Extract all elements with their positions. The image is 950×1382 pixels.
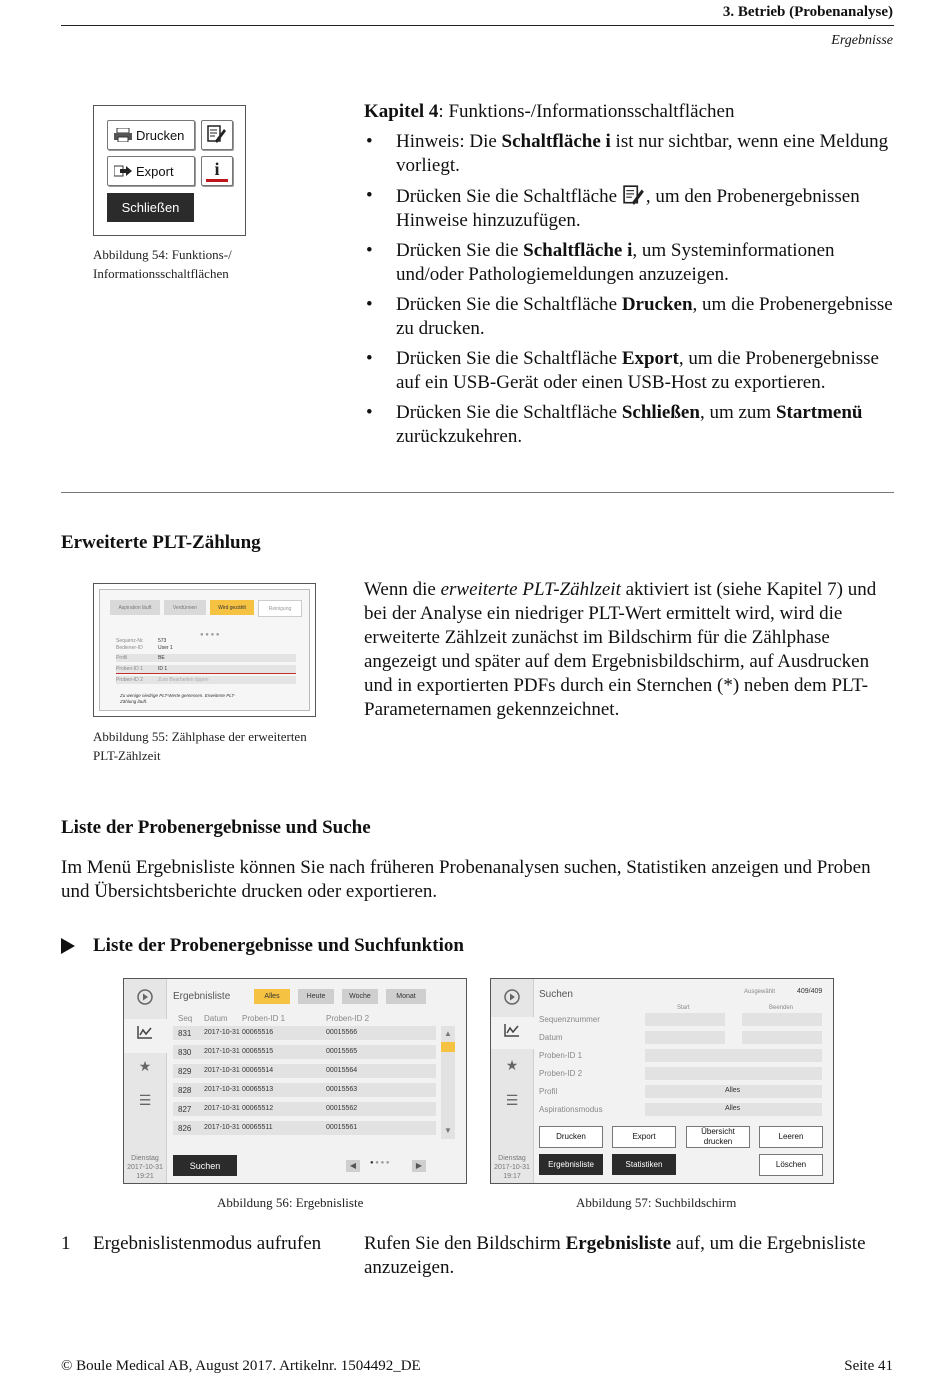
kapitel-4-bullet — [364, 401, 899, 449]
step-number: 1 — [61, 1233, 71, 1254]
search-start-input[interactable] — [645, 1031, 725, 1044]
figure-54-caption-line: Informationsschaltflächen — [93, 266, 229, 281]
selected-value: 409/409 — [797, 988, 823, 995]
table-row[interactable] — [173, 1064, 436, 1078]
kapitel-4-bullet — [364, 347, 899, 395]
search-start-input[interactable] — [645, 1013, 725, 1026]
table-cell: 00015563 — [326, 1086, 358, 1093]
table-cell: 2017-10-31 — [204, 1029, 240, 1036]
info-alert-underline — [206, 179, 228, 182]
bullet-text: Export — [621, 348, 679, 369]
selected-label: Ausgewählt — [744, 989, 776, 995]
table-cell: 00065514 — [242, 1067, 274, 1074]
scrollbar[interactable] — [441, 1026, 455, 1139]
table-cell: 827 — [178, 1105, 192, 1114]
tab-all[interactable]: Alles — [254, 989, 290, 1004]
page-dots-icon: ● ● ● ● — [370, 1160, 390, 1166]
search-field-label: Proben-ID 2 — [539, 1069, 583, 1078]
prev-page-icon[interactable]: ◀ — [346, 1160, 360, 1172]
col-id2: Proben-ID 2 — [326, 1014, 370, 1023]
chart-icon[interactable] — [503, 1023, 521, 1041]
table-cell: 2017-10-31 — [204, 1048, 240, 1055]
tab-week[interactable]: Woche — [342, 989, 378, 1004]
liste-paragraph: Im Menü Ergebnisliste können Sie nach früheren Probenanalysen suchen, Statistiken anzeigen und Proben und Übersichtsberichte drucken oder exportieren. — [61, 857, 871, 902]
running-header-subsection: Ergebnisse — [831, 33, 893, 48]
table-cell: 2017-10-31 — [204, 1086, 240, 1093]
bullet-text: Drücken Sie die Schaltfläche — [396, 294, 622, 315]
step-text-bold: Ergebnisliste — [565, 1233, 672, 1254]
table-cell: 00015564 — [326, 1067, 358, 1074]
table-cell: 00015566 — [326, 1029, 358, 1036]
table-cell: 00015561 — [326, 1124, 358, 1131]
chart-icon[interactable] — [136, 1025, 154, 1043]
search-field-label: Proben-ID 1 — [539, 1051, 583, 1060]
datetime — [493, 1154, 531, 1181]
liste-heading: Liste der Probenergebnisse und Suche — [61, 817, 371, 838]
table-row[interactable] — [173, 1045, 436, 1059]
print-button-label: Drucken — [136, 127, 185, 143]
result-list-button-label: Ergebnisliste — [548, 1160, 594, 1169]
footer-page-number: Seite 41 — [844, 1358, 893, 1374]
printer-icon — [114, 128, 132, 142]
plt-paragraph-text: erweiterte PLT-Zählzeit — [440, 579, 621, 600]
print-button[interactable]: Drucken — [539, 1126, 603, 1148]
profile-value: BE — [158, 655, 165, 661]
sample-id1-label: Proben-ID 1 — [116, 666, 143, 672]
table-cell: 2017-10-31 — [204, 1105, 240, 1112]
star-icon[interactable]: ★ — [505, 1057, 519, 1073]
statistics-button[interactable] — [612, 1154, 676, 1175]
table-cell: 00015565 — [326, 1048, 358, 1055]
search-button-label: Suchen — [189, 1160, 221, 1171]
menu-icon[interactable]: ☰ — [505, 1092, 519, 1108]
plt-note-line: Zu wenige niedrige PLT-Werte gemessen. Erweiterte PLT- — [120, 693, 236, 698]
table-row[interactable] — [173, 1026, 436, 1040]
note-icon — [622, 186, 646, 207]
print-button[interactable] — [107, 120, 195, 150]
bullet-text: , um die Probenergebnisse zu drucken. — [396, 294, 893, 339]
datetime — [126, 1154, 164, 1181]
day-label: Dienstag — [131, 1155, 159, 1162]
bullet-text: Drücken Sie die Schaltfläche — [396, 186, 622, 207]
plt-paragraph-text: Wenn die — [364, 579, 441, 600]
info-button[interactable] — [201, 156, 233, 186]
info-icon: i — [214, 159, 220, 179]
kapitel-4-bullet — [364, 239, 899, 287]
profile-label: Profil — [116, 655, 128, 661]
progress-dots-icon: ● ● ● ● — [200, 632, 220, 638]
search-field-input[interactable] — [645, 1049, 822, 1062]
bullet-text: Drücken Sie die Schaltfläche — [396, 348, 622, 369]
clear-button[interactable]: Leeren — [759, 1126, 823, 1148]
procedure-title — [61, 935, 464, 957]
figure-54-caption — [93, 245, 313, 283]
search-field-value: Alles — [725, 1105, 741, 1112]
date-label: 2017-10-31 — [127, 1164, 163, 1171]
bullet-text: zurückzukehren. — [396, 426, 523, 447]
col-id1: Proben-ID 1 — [242, 1014, 286, 1023]
sidebar — [124, 979, 167, 1183]
table-cell: 00065515 — [242, 1048, 274, 1055]
bullet-text: Startmenü — [775, 402, 863, 423]
kapitel-4-block — [364, 100, 899, 455]
tab-today[interactable]: Heute — [298, 989, 334, 1004]
figure-55-caption — [93, 727, 343, 765]
kapitel-4-title — [364, 100, 899, 124]
menu-icon[interactable]: ☰ — [138, 1092, 152, 1108]
table-row[interactable] — [173, 1121, 436, 1135]
figure-55-screen — [93, 583, 316, 717]
col-seq: Seq — [178, 1014, 193, 1023]
table-cell: 828 — [178, 1086, 192, 1095]
bullet-text: Drücken Sie die — [396, 240, 524, 261]
kapitel-4-bullet — [364, 184, 899, 233]
kapitel-4-bullet — [364, 130, 899, 178]
procedure-triangle-icon — [61, 938, 75, 954]
figure-55-caption-line: PLT-Zählzeit — [93, 748, 161, 763]
col-end: Beenden — [769, 1005, 794, 1011]
note-icon — [207, 124, 227, 147]
sidebar — [491, 979, 534, 1183]
search-field-label: Datum — [539, 1033, 563, 1042]
table-cell: 00065513 — [242, 1086, 274, 1093]
result-list-button[interactable] — [539, 1154, 603, 1175]
kapitel-4-title-bold: Kapitel 4 — [364, 101, 439, 122]
header-rule — [61, 25, 894, 26]
close-button[interactable] — [107, 193, 194, 222]
step-text-pre: Rufen Sie den Bildschirm — [364, 1233, 566, 1254]
bullet-text: Schaltfläche i — [523, 240, 633, 261]
date-label: 2017-10-31 — [494, 1164, 530, 1171]
col-start: Start — [677, 1005, 690, 1011]
figure-56-caption: Abbildung 56: Ergebnisliste — [217, 1195, 364, 1210]
scroll-thumb[interactable] — [441, 1042, 455, 1052]
tab-month[interactable]: Monat — [386, 989, 426, 1004]
bullet-text: , um Systeminformationen und/oder Pathologiemeldungen anzuzeigen. — [396, 240, 835, 285]
export-icon — [114, 164, 132, 178]
time-label: 19:21 — [136, 1173, 154, 1180]
seq-value: 573 — [158, 638, 167, 644]
next-page-icon[interactable]: ▶ — [412, 1160, 426, 1172]
scroll-down-icon[interactable]: ▼ — [444, 1126, 452, 1135]
table-row[interactable] — [173, 1083, 436, 1097]
step-text-post: auf, um die Ergebnisliste anzuzeigen. — [364, 1233, 866, 1278]
table-row[interactable] — [173, 1102, 436, 1116]
figure-57-screen — [490, 978, 834, 1184]
table-cell: 2017-10-31 — [204, 1124, 240, 1131]
table-cell: 00065511 — [242, 1124, 273, 1131]
tab-dilute: Verdünnen — [164, 600, 206, 615]
tab-cleaning: Reinigung — [258, 600, 302, 617]
search-end-input[interactable] — [742, 1031, 822, 1044]
operator-value: User 1 — [158, 645, 173, 651]
bullet-text: Schließen — [621, 402, 700, 423]
play-icon[interactable] — [503, 989, 521, 1007]
note-button[interactable] — [201, 120, 233, 150]
figure-56-screen — [123, 978, 467, 1184]
kapitel-4-title-rest: : Funktions-/Informationsschaltflächen — [438, 101, 735, 122]
result-list-title: Ergebnisliste — [173, 991, 231, 1002]
table-cell: 00015562 — [326, 1105, 358, 1112]
tab-aspiration: Aspiration läuft — [110, 600, 160, 615]
figure-57-caption: Abbildung 57: Suchbildschirm — [576, 1195, 737, 1210]
sample-id1-value: ID 1 — [158, 666, 168, 672]
bullet-text: Schaltfläche i — [501, 131, 611, 152]
sample-id2-label: Proben-ID 2 — [116, 677, 143, 683]
export-button-label: Export — [136, 163, 174, 179]
export-button[interactable]: Export — [612, 1126, 676, 1148]
bullet-text: , um die Probenergebnisse auf ein USB-Gerät oder einen USB-Host zu exportieren. — [396, 348, 879, 393]
bullet-text: , um zum — [699, 402, 776, 423]
kapitel-4-bullet-list — [364, 130, 899, 449]
table-cell: 00065516 — [242, 1029, 274, 1036]
plt-note-line: Zählung läuft. — [120, 699, 148, 704]
step-text — [364, 1232, 894, 1280]
time-label: 19:17 — [503, 1173, 521, 1180]
search-field-label: Aspirationsmodus — [539, 1105, 603, 1114]
procedure-title-text: Liste der Probenergebnisse und Suchfunktion — [93, 935, 464, 956]
search-field-label: Sequenznummer — [539, 1015, 600, 1024]
running-header-section: 3. Betrieb (Probenanalyse) — [722, 4, 893, 20]
bullet-text: Drücken Sie die Schaltfläche — [396, 402, 622, 423]
search-field-value: Alles — [725, 1087, 741, 1094]
footer-copyright: © Boule Medical AB, August 2017. Artikelnr. 1504492_DE — [61, 1358, 421, 1374]
bullet-text: ist nur sichtbar, wenn eine Meldung vorliegt. — [396, 131, 889, 176]
figure-55-caption-line: Abbildung 55: Zählphase der erweiterten — [93, 729, 307, 744]
export-button[interactable] — [107, 156, 195, 186]
table-cell: 829 — [178, 1067, 192, 1076]
plt-paragraph — [364, 578, 894, 722]
table-cell: 831 — [178, 1029, 192, 1038]
table-cell: 830 — [178, 1048, 192, 1057]
search-field-input[interactable] — [645, 1067, 822, 1080]
figure-54-caption-line: Abbildung 54: Funktions-/ — [93, 247, 232, 262]
operator-label: Bediener-ID — [116, 645, 143, 651]
col-date: Datum — [204, 1014, 228, 1023]
figure-54-screen — [93, 105, 246, 236]
day-label: Dienstag — [498, 1155, 526, 1162]
plt-heading: Erweiterte PLT-Zählung — [61, 532, 261, 553]
table-cell: 2017-10-31 — [204, 1067, 240, 1074]
bullet-text: Hinweis: Die — [396, 131, 502, 152]
summary-print-button[interactable]: Übersicht drucken — [686, 1126, 750, 1148]
search-end-input[interactable] — [742, 1013, 822, 1026]
delete-button[interactable]: Löschen — [759, 1154, 823, 1176]
kapitel-4-bullet — [364, 293, 899, 341]
search-field-label: Profil — [539, 1087, 558, 1096]
table-cell: 00065512 — [242, 1105, 274, 1112]
scroll-up-icon[interactable]: ▲ — [444, 1029, 452, 1038]
star-icon[interactable]: ★ — [138, 1058, 152, 1074]
plt-paragraph-text: aktiviert ist (siehe Kapitel 7) und bei der Analyse ein niedriger PLT-Wert ermittelt wird, wird die erweiterte Zählzeit zunächst im Bildschirm für die Zählphase angezeigt und später auf dem Ergebnisbildschirm, auf Ausdrucken und in exportierten PDFs durch ein Sternchen (*) neben dem PLT-Parameternamen gekennzeichnet. — [364, 579, 877, 720]
table-cell: 826 — [178, 1124, 192, 1133]
tab-counting: Wird gezählt — [210, 600, 254, 615]
search-field-input[interactable] — [645, 1103, 822, 1116]
search-field-input[interactable] — [645, 1085, 822, 1098]
bullet-text: , um den Probenergebnissen Hinweise hinzuzufügen. — [396, 186, 860, 231]
statistics-button-label: Statistiken — [625, 1160, 663, 1169]
search-button[interactable] — [173, 1155, 237, 1176]
close-button-label: Schließen — [121, 200, 180, 215]
play-icon[interactable] — [136, 989, 154, 1007]
sample-id2-value: Zum Bearbeiten tippen — [158, 677, 209, 683]
search-title: Suchen — [539, 989, 573, 1000]
bullet-text: Drucken — [621, 294, 693, 315]
seq-label: Sequenz-Nr. — [116, 638, 144, 644]
section-divider — [61, 492, 894, 493]
step-label: Ergebnislistenmodus aufrufen — [93, 1233, 322, 1254]
